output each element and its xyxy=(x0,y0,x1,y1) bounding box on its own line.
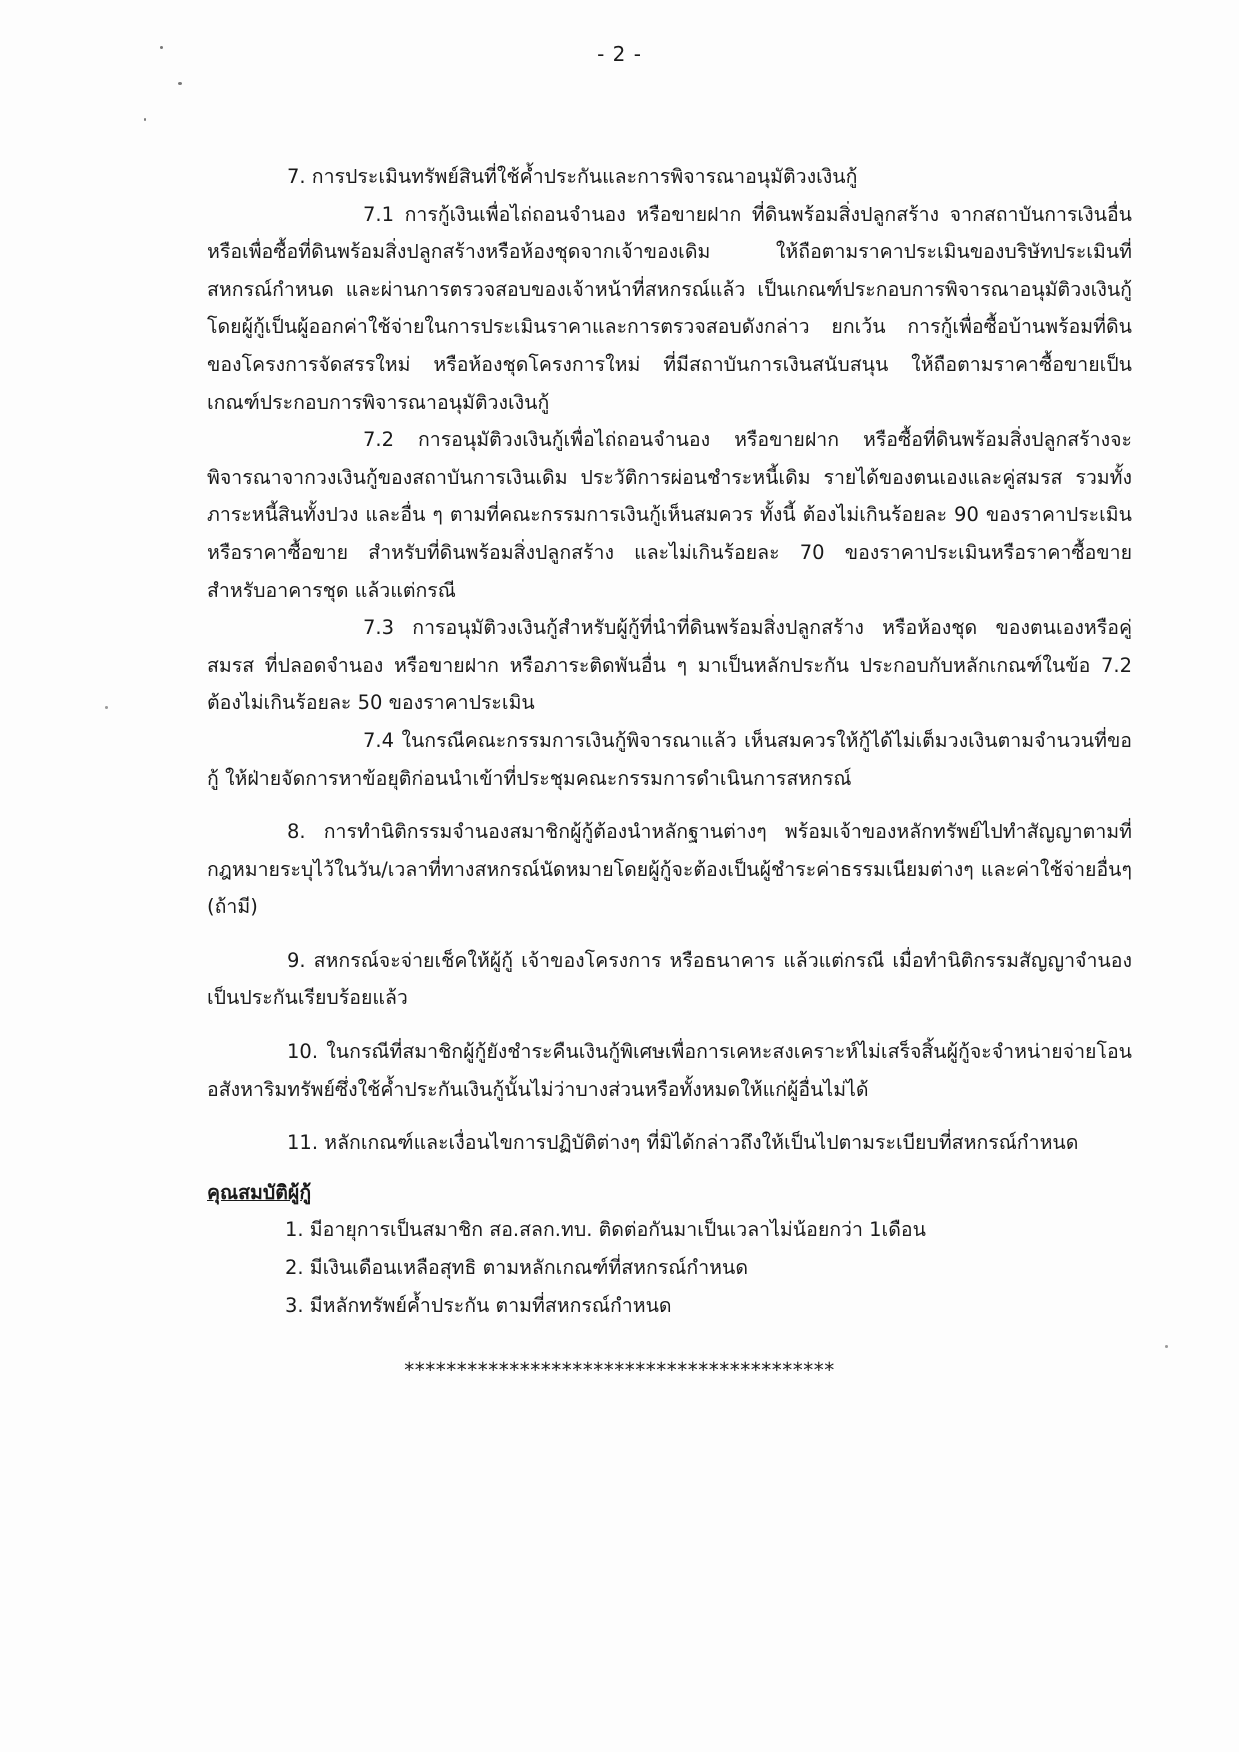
document-body xyxy=(207,158,1132,1324)
paragraph-11: 11. หลักเกณฑ์และเงื่อนไขการปฏิบัติต่างๆ ที่มิได้กล่าวถึงให้เป็นไปตามระเบียบที่สหกรณ์กำหนด xyxy=(287,1131,1079,1155)
paragraph-7-2: 7.2 การอนุมัติวงเงินกู้เพื่อไถ่ถอนจำนอง หรือขายฝาก หรือซื้อที่ดินพร้อมสิ่งปลูกสร้างจะพิจารณาจากวงเงินกู้ของสถาบันการเงินเดิม ประวัติการผ่อนชำระหนี้เดิม รายได้ของตนเองและคู่สมรส รวมทั้งภาระหนี้สินทั้งปวง และอื่น ๆ ตามที่คณะกรรมการเงินกู้เห็นสมควร ทั้งนี้ ต้องไม่เกินร้อยละ 90 ของราคาประเมิน หรือราคาซื้อขาย สำหรับที่ดินพร้อมสิ่งปลูกสร้าง และไม่เกินร้อยละ 70 ของราคาประเมินหรือราคาซื้อขาย สำหรับอาคารชุด แล้วแต่กรณี xyxy=(207,428,1132,602)
paragraph-7-1: 7.1 การกู้เงินเพื่อไถ่ถอนจำนอง หรือขายฝาก ที่ดินพร้อมสิ่งปลูกสร้าง จากสถาบันการเงินอื่น หรือเพื่อซื้อที่ดินพร้อมสิ่งปลูกสร้างหรือห้องชุดจากเจ้าของเดิม ให้ถือตามราคาประเมินของบริษัทประเมินที่สหกรณ์กำหนด และผ่านการตรวจสอบของเจ้าหน้าที่สหกรณ์แล้ว เป็นเกณฑ์ประกอบการพิจารณาอนุมัติวงเงินกู้ โดยผู้กู้เป็นผู้ออกค่าใช้จ่ายในการประเมินราคาและการตรวจสอบดังกล่าว ยกเว้น การกู้เพื่อซื้อบ้านพร้อมที่ดินของโครงการจัดสรรใหม่ หรือห้องชุดโครงการใหม่ ที่มีสถาบันการเงินสนับสนุน ให้ถือตามราคาซื้อขายเป็นเกณฑ์ประกอบการพิจารณาอนุมัติวงเงินกู้ xyxy=(207,202,1132,414)
qualification-item: 3. มีหลักทรัพย์ค้ำประกัน ตามที่สหกรณ์กำหนด xyxy=(285,1293,672,1317)
paragraph-10: 10. ในกรณีที่สมาชิกผู้กู้ยังชำระคืนเงินกู้พิเศษเพื่อการเคหะสงเคราะห์ไม่เสร็จสิ้นผู้กู้จะจำหน่ายจ่ายโอนอสังหาริมทรัพย์ซึ่งใช้ค้ำประกันเงินกู้นั้นไม่ว่าบางส่วนหรือทั้งหมดให้แก่ผู้อื่นไม่ได้ xyxy=(207,1040,1132,1101)
paragraph-7-4: 7.4 ในกรณีคณะกรรมการเงินกู้พิจารณาแล้ว เห็นสมควรให้กู้ได้ไม่เต็มวงเงินตามจำนวนที่ขอกู้ ให้ฝ่ายจัดการหาข้อยุติก่อนนำเข้าที่ประชุมคณะกรรมการดำเนินการสหกรณ์ xyxy=(207,728,1132,790)
qualifications-heading: คุณสมบัติผู้กู้ xyxy=(207,1180,312,1204)
end-of-document-marker: ***************************************** xyxy=(404,1358,835,1382)
scan-speck xyxy=(160,46,163,49)
paragraph-7-3: 7.3 การอนุมัติวงเงินกู้สำหรับผู้กู้ที่นำที่ดินพร้อมสิ่งปลูกสร้าง หรือห้องชุด ของตนเองหรือคู่สมรส ที่ปลอดจำนอง หรือขายฝาก หรือภาระติดพันอื่น ๆ มาเป็นหลักประกัน ประกอบกับหลักเกณฑ์ในข้อ 7.2 ต้องไม่เกินร้อยละ 50 ของราคาประเมิน xyxy=(207,616,1132,715)
scan-speck xyxy=(1165,1345,1168,1348)
section-7-heading: 7. การประเมินทรัพย์สินที่ใช้ค้ำประกันและการพิจารณาอนุมัติวงเงินกู้ xyxy=(287,165,858,188)
paragraph-8: 8. การทำนิติกรรมจำนองสมาชิกผู้กู้ต้องนำหลักฐานต่างๆ พร้อมเจ้าของหลักทรัพย์ไปทำสัญญาตามที่กฎหมายระบุไว้ในวัน/เวลาที่ทางสหกรณ์นัดหมายโดยผู้กู้จะต้องเป็นผู้ชำระค่าธรรมเนียมต่างๆ และค่าใช้จ่ายอื่นๆ (ถ้ามี) xyxy=(207,820,1132,919)
paragraph-9: 9. สหกรณ์จะจ่ายเช็คให้ผู้กู้ เจ้าของโครงการ หรือธนาคาร แล้วแต่กรณี เมื่อทำนิติกรรมสัญญาจำนองเป็นประกันเรียบร้อยแล้ว xyxy=(207,948,1132,1010)
page-number: - 2 - xyxy=(597,42,642,66)
qualification-item: 1. มีอายุการเป็นสมาชิก สอ.สลก.ทบ. ติดต่อกันมาเป็นเวลาไม่น้อยกว่า 1เดือน xyxy=(285,1218,926,1242)
scan-speck xyxy=(178,82,182,85)
scan-speck xyxy=(105,706,108,709)
scan-speck xyxy=(144,118,146,121)
qualification-item: 2. มีเงินเดือนเหลือสุทธิ ตามหลักเกณฑ์ที่สหกรณ์กำหนด xyxy=(285,1256,748,1280)
